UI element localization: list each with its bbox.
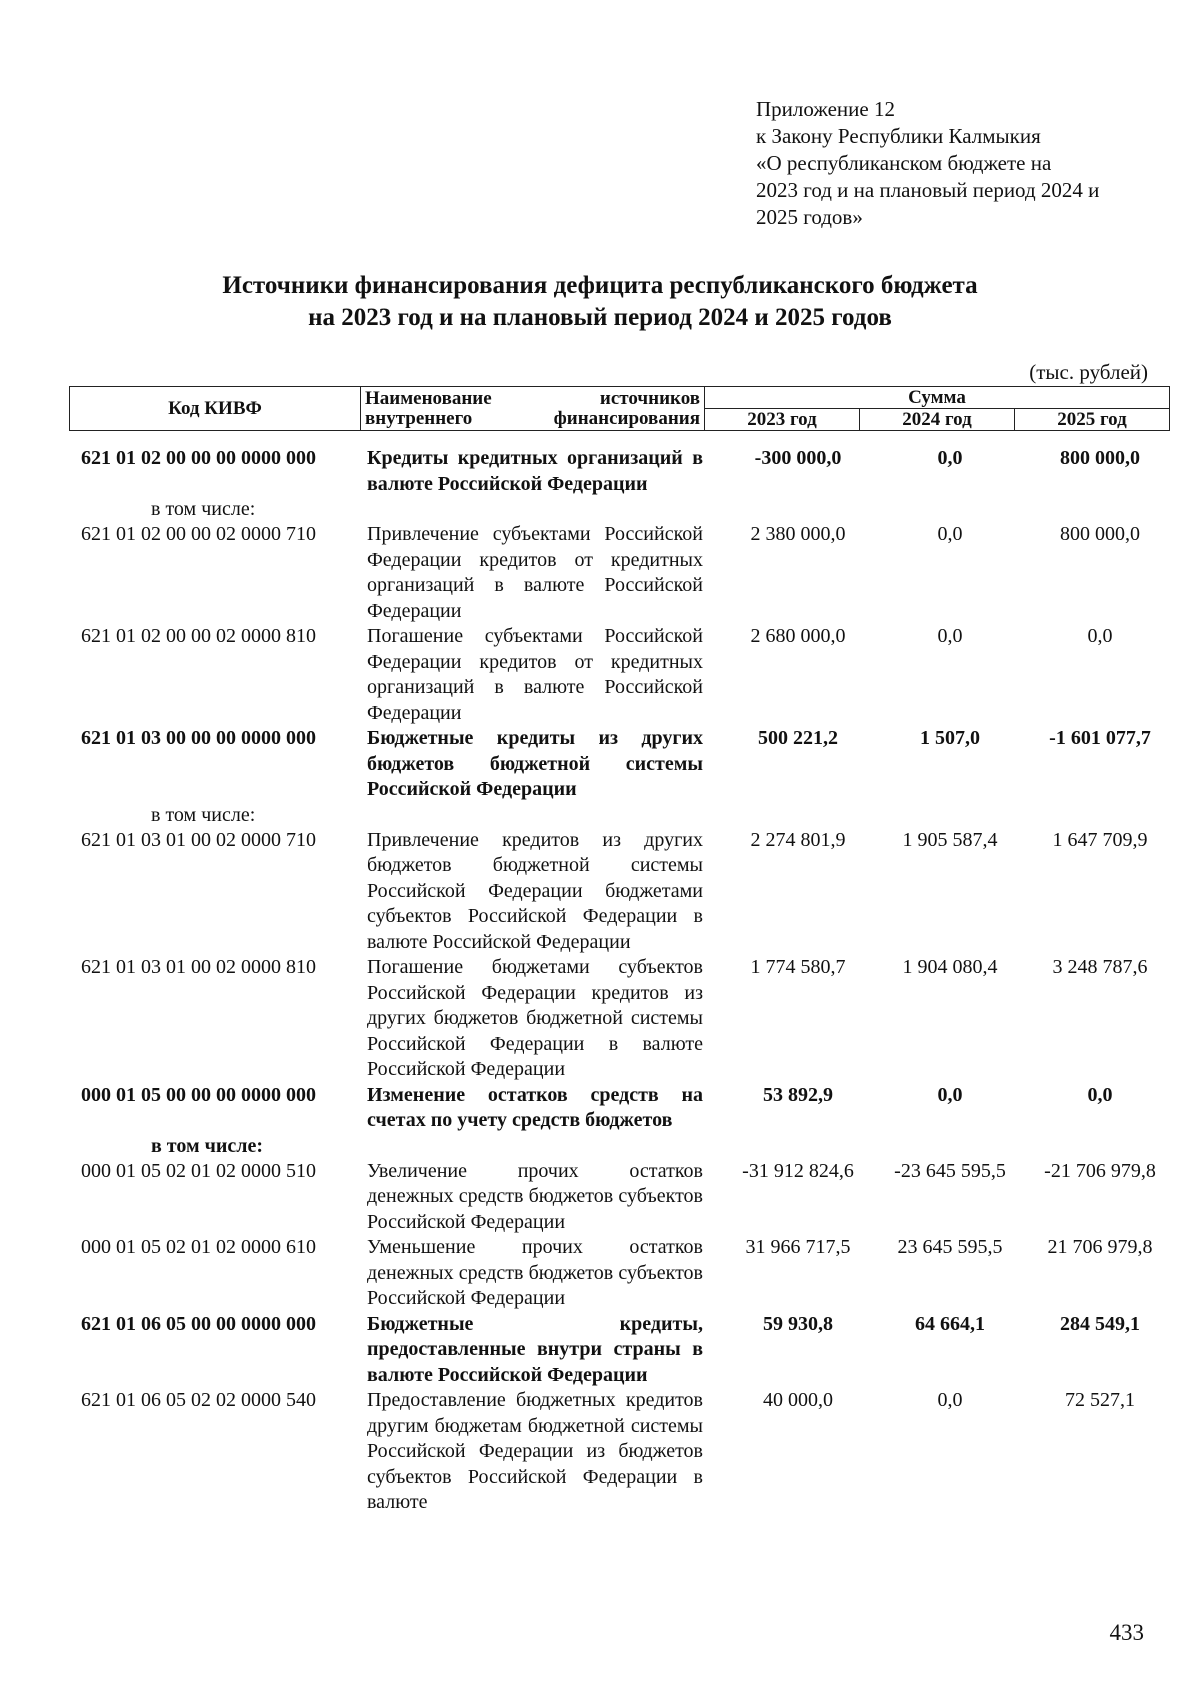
table-row — [69, 1235, 1170, 1312]
row-code: 621 01 02 00 00 02 0000 810 — [81, 625, 316, 647]
header-name: Наименование источников внутреннего финансирования — [361, 387, 705, 431]
table-row — [69, 1083, 1170, 1134]
table-row — [69, 624, 1170, 726]
row-value-2024: 0,0 — [937, 1389, 963, 1411]
header-2024: 2024 год — [860, 409, 1015, 431]
header-2025: 2025 год — [1015, 409, 1170, 431]
table-row — [69, 1159, 1170, 1236]
row-value-2025: 21 706 979,8 — [1047, 1236, 1153, 1258]
table-header — [69, 386, 1170, 431]
row-value-2025: 1 647 709,9 — [1052, 828, 1148, 851]
row-value-2025: 72 527,1 — [1065, 1389, 1135, 1411]
row-value-2023: 2 680 000,0 — [750, 625, 846, 647]
row-value-2024: 1 904 080,4 — [902, 956, 998, 978]
row-value-2023: -31 912 824,6 — [742, 1159, 854, 1182]
row-name: Предоставление бюджетных кредитов другим бюджетам бюджетной системы Российской Федерации из бюджетов субъектов Российской Федерации в валюте — [367, 1389, 703, 1513]
unit-note: (тыс. рублей) — [1029, 360, 1148, 384]
appendix-note — [756, 96, 1176, 231]
row-value-2023: 59 930,8 — [763, 1312, 833, 1335]
row-name: Изменение остатков средств на счетах по учету средств бюджетов — [367, 1083, 703, 1131]
header-2023: 2023 год — [705, 409, 860, 431]
row-name: Погашение бюджетами субъектов Российской Федерации кредитов из других бюджетов бюджетной системы Российской Федерации в валюте Российской Федерации — [367, 956, 703, 1080]
row-value-2023: 2 380 000,0 — [750, 523, 846, 545]
row-code: 621 01 02 00 00 02 0000 710 — [81, 523, 316, 545]
row-name: Уменьшение прочих остатков денежных средств бюджетов субъектов Российской Федерации — [367, 1236, 703, 1309]
page-number: 433 — [1109, 1620, 1144, 1645]
subheading-in-total: в том числе: — [151, 498, 256, 520]
row-code: 621 01 06 05 00 00 0000 000 — [81, 1312, 316, 1335]
appendix-line: Приложение 12 — [756, 97, 895, 121]
row-code: 621 01 06 05 02 02 0000 540 — [81, 1389, 316, 1411]
subheading-in-total: в том числе: — [151, 1134, 264, 1157]
row-value-2023: 1 774 580,7 — [750, 956, 846, 978]
title-line-2: на 2023 год и на плановый период 2024 и 2025 годов — [308, 304, 892, 331]
title-line-1: Источники финансирования дефицита республиканского бюджета — [222, 272, 978, 299]
row-code: 621 01 02 00 00 00 0000 000 — [81, 447, 316, 469]
table-row — [69, 726, 1170, 803]
row-name: Увеличение прочих остатков денежных средств бюджетов субъектов Российской Федерации — [367, 1159, 703, 1233]
table-row — [69, 522, 1170, 624]
row-name: Погашение субъектами Российской Федерации кредитов от кредитных организаций в валюте Российской Федерации — [367, 625, 703, 724]
row-value-2023: 2 274 801,9 — [750, 828, 846, 851]
row-value-2025: 284 549,1 — [1060, 1312, 1140, 1335]
row-value-2024: 64 664,1 — [915, 1312, 985, 1335]
table-row — [69, 828, 1170, 956]
row-name: Привлечение субъектами Российской Федерации кредитов от кредитных организаций в валюте Российской Федерации — [367, 523, 703, 622]
header-code: Код КИВФ — [70, 387, 361, 431]
row-value-2025: -21 706 979,8 — [1044, 1159, 1156, 1182]
row-value-2023: -300 000,0 — [754, 447, 842, 469]
row-value-2024: 0,0 — [937, 523, 963, 545]
row-value-2023: 31 966 717,5 — [745, 1236, 851, 1258]
row-value-2024: 1 507,0 — [920, 727, 980, 749]
appendix-line: 2023 год и на плановый период 2024 и — [756, 178, 1100, 202]
table-body — [69, 446, 1170, 1516]
row-name: Бюджетные кредиты, предоставленные внутри страны в валюте Российской Федерации — [367, 1312, 703, 1386]
row-value-2023: 53 892,9 — [763, 1083, 833, 1106]
table-row — [69, 955, 1170, 1083]
row-name: Привлечение кредитов из других бюджетов бюджетной системы Российской Федерации бюджетами субъектов Российской Федерации в валюте Российской Федерации — [367, 828, 703, 953]
row-value-2023: 500 221,2 — [758, 727, 838, 749]
row-value-2025: 0,0 — [1087, 625, 1113, 647]
table-row — [69, 1312, 1170, 1389]
row-value-2024: 23 645 595,5 — [897, 1236, 1003, 1258]
row-value-2025: 3 248 787,6 — [1052, 956, 1148, 978]
row-value-2025: 800 000,0 — [1060, 447, 1140, 469]
row-value-2025: -1 601 077,7 — [1049, 727, 1151, 749]
header-sum: Сумма — [705, 387, 1170, 409]
row-code: 000 01 05 02 01 02 0000 510 — [81, 1159, 316, 1182]
subheading-in-total: в том числе: — [151, 803, 256, 826]
appendix-line: к Закону Республики Калмыкия — [756, 124, 1041, 148]
row-code: 621 01 03 00 00 00 0000 000 — [81, 727, 316, 749]
row-code: 000 01 05 02 01 02 0000 610 — [81, 1236, 316, 1258]
row-value-2024: 1 905 587,4 — [902, 828, 998, 851]
row-value-2023: 40 000,0 — [763, 1389, 833, 1411]
row-value-2025: 800 000,0 — [1060, 523, 1140, 545]
appendix-line: 2025 годов» — [756, 205, 863, 229]
row-name: Кредиты кредитных организаций в валюте Российской Федерации — [367, 447, 703, 495]
row-code: 000 01 05 00 00 00 0000 000 — [81, 1083, 316, 1106]
row-value-2025: 0,0 — [1087, 1083, 1113, 1106]
row-value-2024: -23 645 595,5 — [894, 1159, 1006, 1182]
row-value-2024: 0,0 — [937, 1083, 963, 1106]
row-value-2024: 0,0 — [937, 447, 963, 469]
row-name: Бюджетные кредиты из других бюджетов бюджетной системы Российской Федерации — [367, 727, 703, 800]
row-code: 621 01 03 01 00 02 0000 810 — [81, 956, 316, 978]
table-row — [69, 446, 1170, 497]
table-row — [69, 1388, 1170, 1516]
row-value-2024: 0,0 — [937, 625, 963, 647]
document-title — [60, 270, 1140, 334]
row-code: 621 01 03 01 00 02 0000 710 — [81, 828, 316, 851]
appendix-line: «О республиканском бюджете на — [756, 151, 1052, 175]
